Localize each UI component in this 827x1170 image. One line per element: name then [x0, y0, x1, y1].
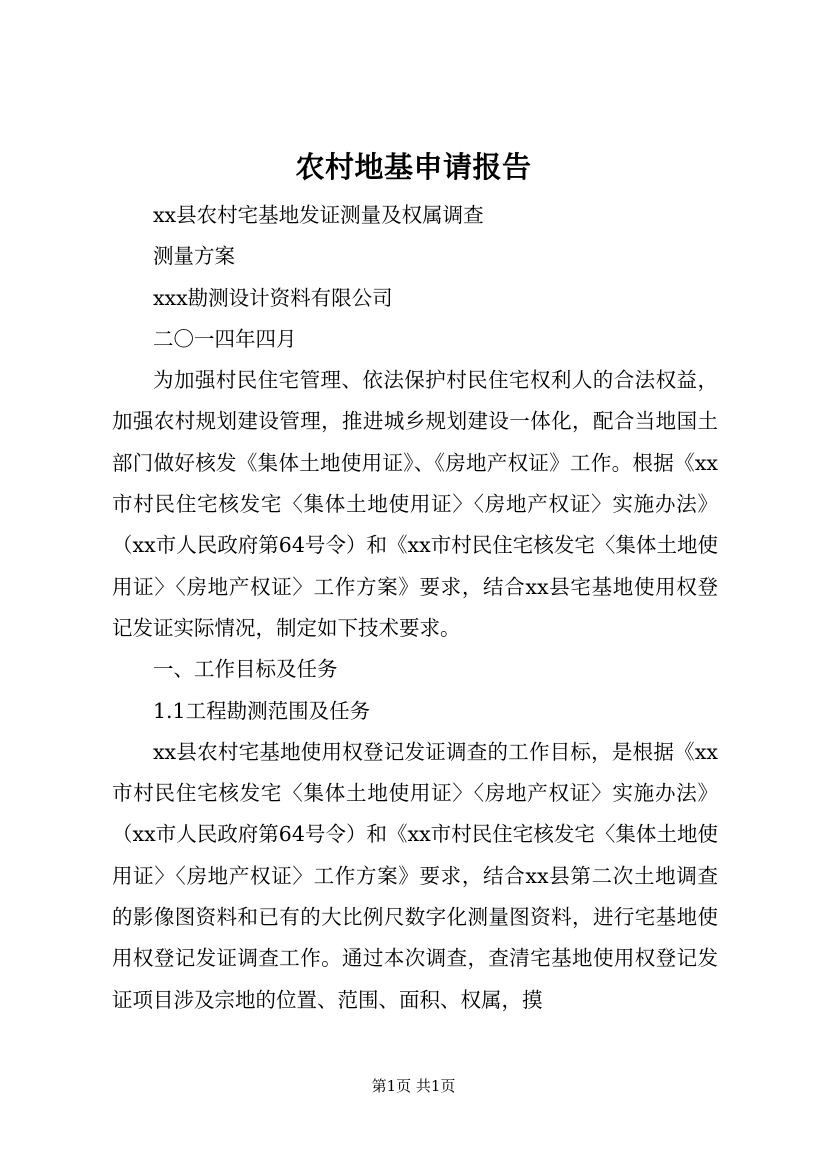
subtitle-plan: 测量方案 — [153, 244, 235, 269]
paragraph-intro: 为加强村民住宅管理、依法保护村民住宅权利人的合法权益，加强农村规划建设管理，推进城乡规划建设一体化，配合当地国土部门做好核发《集体土地使用证》、《房地产权证》工作。根据《xx市村民住宅核发宅〈集体土地使用证〉〈房地产权证〉实施办法》（xx市人民政府第64号令）和《xx市村民住宅核发宅〈集体土地使用证〉〈房地产权证〉工作方案》要求，结合xx县宅基地使用权登记发证实际情况，制定如下技术要求。 — [112, 368, 718, 640]
page-footer: 第1页 共1页 — [371, 1077, 456, 1095]
subsection-heading: 1.1工程勘测范围及任务 — [153, 698, 371, 723]
subtitle-project: xx县农村宅基地发证测量及权属调查 — [153, 203, 484, 227]
subtitle-date: 二〇一四年四月 — [153, 326, 297, 351]
paragraph-goal: xx县农村宅基地使用权登记发证调查的工作目标，是根据《xx市村民住宅核发宅〈集体土地使用证〉〈房地产权证〉实施办法》（xx市人民政府第64号令）和《xx市村民住宅核发宅〈集体土地使用证〉〈房地产权证〉工作方案》要求，结合xx县第二次土地调查的影像图资料和已有的大比例尺数字化测量图资料，进行宅基地使用权登记发证调查工作。通过本次调查，查清宅基地使用权登记发证项目涉及宗地的位置、范围、面积、权属，摸 — [112, 739, 718, 1012]
subtitle-company: xxx勘测设计资料有限公司 — [153, 285, 393, 310]
document-body — [112, 195, 718, 1021]
section-heading: 一、工作目标及任务 — [153, 657, 338, 682]
document-title: 农村地基申请报告 — [295, 150, 532, 184]
